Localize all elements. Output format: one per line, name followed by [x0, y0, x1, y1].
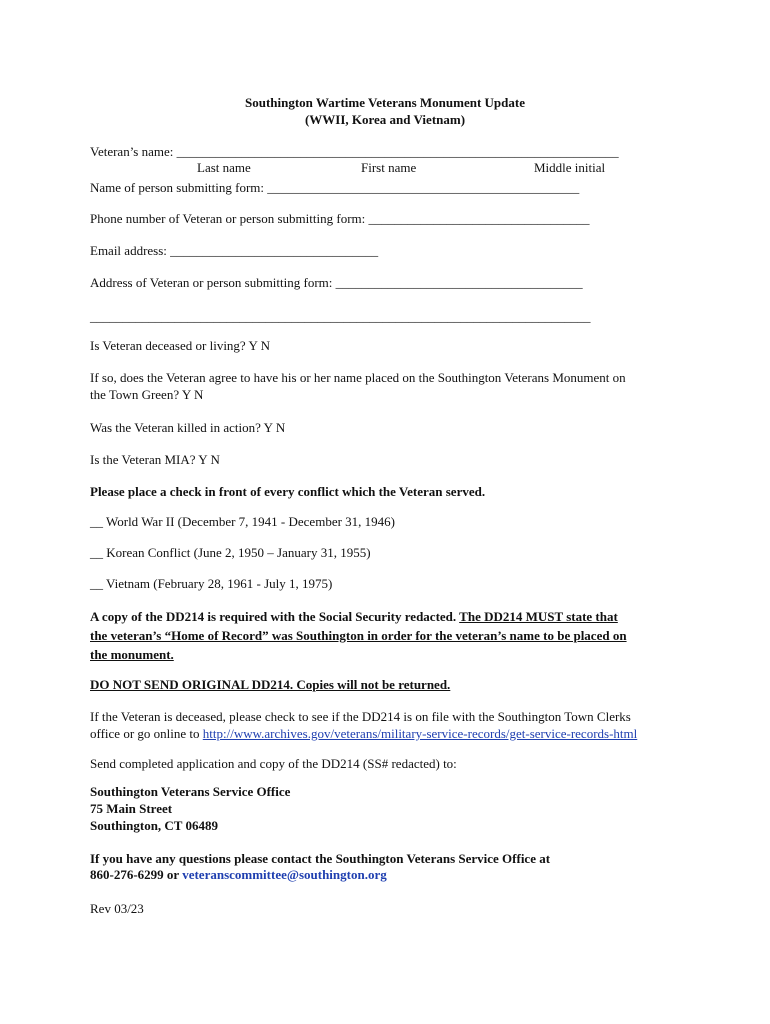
do-not-send-notice: DO NOT SEND ORIGINAL DD214. Copies will not be returned. [90, 677, 451, 692]
office-city: Southington, CT 06489 [90, 818, 218, 833]
contact-line2 [90, 866, 387, 883]
phone-field[interactable] [90, 210, 590, 227]
office-name: Southington Veterans Service Office [90, 784, 291, 799]
deceased-question: Is Veteran deceased or living? Y N [90, 338, 271, 353]
submitter-name-blank[interactable]: ________________________________________________ [267, 180, 580, 195]
conflict-wwii[interactable]: __ World War II (December 7, 1941 - December 31, 1946) [90, 514, 395, 529]
deceased-check-line1: If the Veteran is deceased, please check to see if the DD214 is on file with the Southington Town Clerks [90, 709, 631, 724]
submitter-name-field[interactable] [90, 179, 579, 196]
dd214-required-text: A copy of the DD214 is required with the Social Security redacted. [90, 609, 460, 624]
agree-question-line1: If so, does the Veteran agree to have his or her name placed on the Southington Veterans Monument on [90, 370, 626, 385]
email-field[interactable] [90, 242, 378, 259]
email-blank[interactable]: ________________________________ [170, 243, 379, 258]
archives-link[interactable]: http://www.archives.gov/veterans/military-service-records/get-service-records-html [202, 726, 638, 741]
phone-blank[interactable]: __________________________________ [368, 211, 590, 226]
conflict-vietnam[interactable]: __ Vietnam (February 28, 1961 - July 1, 1975) [90, 576, 333, 591]
contact-email-link[interactable]: veteranscommittee@southington.org [182, 867, 387, 882]
contact-line1: If you have any questions please contact the Southington Veterans Service Office at [90, 851, 551, 866]
first-name-caption: First name [361, 160, 417, 175]
deceased-check-line2 [90, 725, 637, 742]
submitter-name-label: Name of person submitting form: [90, 180, 268, 195]
dd214-notice-line3: the monument. [90, 647, 174, 662]
address-blank[interactable]: ______________________________________ [335, 275, 583, 290]
dd214-must-text: The DD214 MUST state that [459, 609, 618, 624]
form-subtitle: (WWII, Korea and Vietnam) [304, 112, 466, 127]
send-to-text: Send completed application and copy of the DD214 (SS# redacted) to: [90, 756, 457, 771]
veteran-name-blank[interactable]: ____________________________________________________________________ [176, 144, 619, 159]
conflict-korea[interactable]: __ Korean Conflict (June 2, 1950 – January 31, 1955) [90, 545, 371, 560]
conflicts-heading: Please place a check in front of every conflict which the Veteran served. [90, 484, 486, 499]
kia-question: Was the Veteran killed in action? Y N [90, 420, 286, 435]
mia-question: Is the Veteran MIA? Y N [90, 452, 220, 467]
dd214-notice-line1 [90, 608, 618, 625]
phone-label: Phone number of Veteran or person submitting form: [90, 211, 369, 226]
office-street: 75 Main Street [90, 801, 173, 816]
veteran-name-label: Veteran’s name: [90, 144, 177, 159]
address-label: Address of Veteran or person submitting form: [90, 275, 336, 290]
revision-label: Rev 03/23 [90, 901, 144, 916]
deceased-check-prefix: office or go online to [90, 726, 203, 741]
address-blank-line2[interactable]: _____________________________________________________________________________ [90, 309, 591, 324]
last-name-caption: Last name [197, 160, 251, 175]
agree-question-line2: the Town Green? Y N [90, 387, 204, 402]
contact-phone: 860-276-6299 or [90, 867, 183, 882]
middle-initial-caption: Middle initial [534, 160, 606, 175]
form-title: Southington Wartime Veterans Monument Update [244, 95, 525, 110]
email-label: Email address: [90, 243, 171, 258]
address-field[interactable] [90, 274, 583, 291]
dd214-notice-line2: the veteran’s “Home of Record” was Southington in order for the veteran’s name to be placed on [90, 628, 627, 643]
veteran-name-field[interactable] [90, 143, 619, 160]
